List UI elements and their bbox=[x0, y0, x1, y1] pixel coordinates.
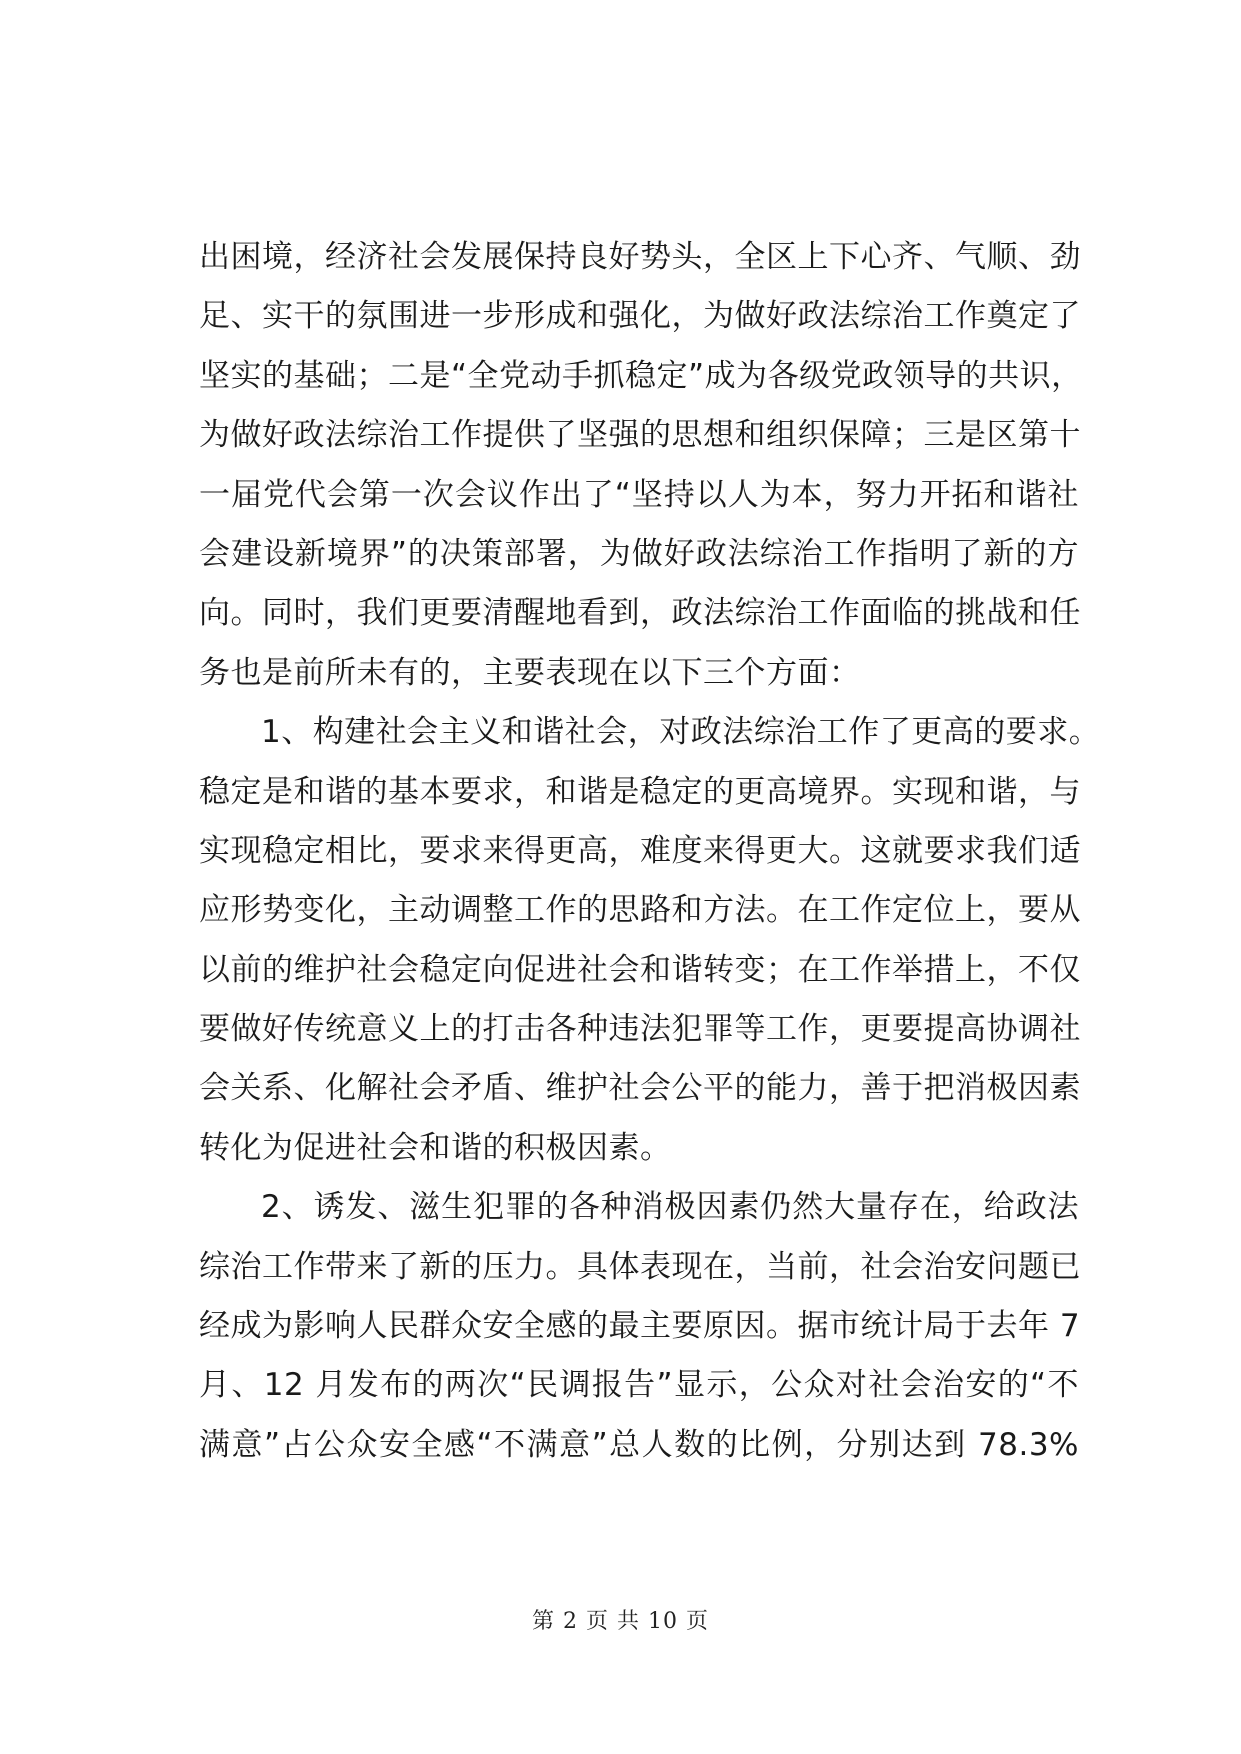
text-line: 1、构建社会主义和谐社会，对政法综治工作了更高的要求。 bbox=[261, 714, 1101, 751]
text-line: 向。同时，我们更要清醒地看到，政法综治工作面临的挑战和任 bbox=[199, 595, 1081, 632]
paragraph bbox=[199, 228, 1083, 703]
text-line: 满意”占公众安全感“不满意”总人数的比例，分别达到 78.3% bbox=[199, 1426, 1079, 1463]
text-line: 以前的维护社会稳定向促进社会和谐转变；在工作举措上，不仅 bbox=[199, 951, 1081, 988]
page-footer: 第 2 页 共 10 页 bbox=[532, 1609, 709, 1634]
text-line: 会建设新境界”的决策部署，为做好政法综治工作指明了新的方 bbox=[199, 535, 1079, 572]
paragraph bbox=[199, 703, 1101, 1178]
text-line: 一届党代会第一次会议作出了“坚持以人为本，努力开拓和谐社 bbox=[199, 476, 1079, 513]
text-line: 综治工作带来了新的压力。具体表现在，当前，社会治安问题已 bbox=[199, 1248, 1081, 1285]
text-line: 出困境，经济社会发展保持良好势头，全区上下心齐、气顺、劲 bbox=[199, 239, 1081, 275]
body-text bbox=[199, 228, 1101, 1475]
text-line: 经成为影响人民群众安全感的最主要原因。据市统计局于去年 7 bbox=[199, 1308, 1081, 1345]
text-line: 要做好传统意义上的打击各种违法犯罪等工作，更要提高协调社 bbox=[199, 1011, 1081, 1048]
text-line: 应形势变化，主动调整工作的思路和方法。在工作定位上，要从 bbox=[199, 892, 1081, 929]
text-line: 转化为促进社会和谐的积极因素。 bbox=[199, 1129, 672, 1166]
text-line: 为做好政法综治工作提供了坚强的思想和组织保障；三是区第十 bbox=[199, 417, 1081, 454]
text-line: 坚实的基础；二是“全党动手抓稳定”成为各级党政领导的共识， bbox=[199, 357, 1083, 394]
text-line: 稳定是和谐的基本要求，和谐是稳定的更高境界。实现和谐，与 bbox=[199, 773, 1081, 810]
text-line: 足、实干的氛围进一步形成和强化，为做好政法综治工作奠定了 bbox=[199, 298, 1081, 335]
text-line: 务也是前所未有的，主要表现在以下三个方面： bbox=[199, 654, 861, 691]
paragraph bbox=[199, 1178, 1079, 1475]
text-line: 月、12 月发布的两次“民调报告”显示，公众对社会治安的“不 bbox=[199, 1367, 1079, 1404]
text-line: 实现稳定相比，要求来得更高，难度来得更大。这就要求我们适 bbox=[199, 832, 1081, 869]
text-line: 会关系、化解社会矛盾、维护社会公平的能力，善于把消极因素 bbox=[199, 1070, 1081, 1107]
text-line: 2、诱发、滋生犯罪的各种消极因素仍然大量存在，给政法 bbox=[261, 1189, 1079, 1226]
